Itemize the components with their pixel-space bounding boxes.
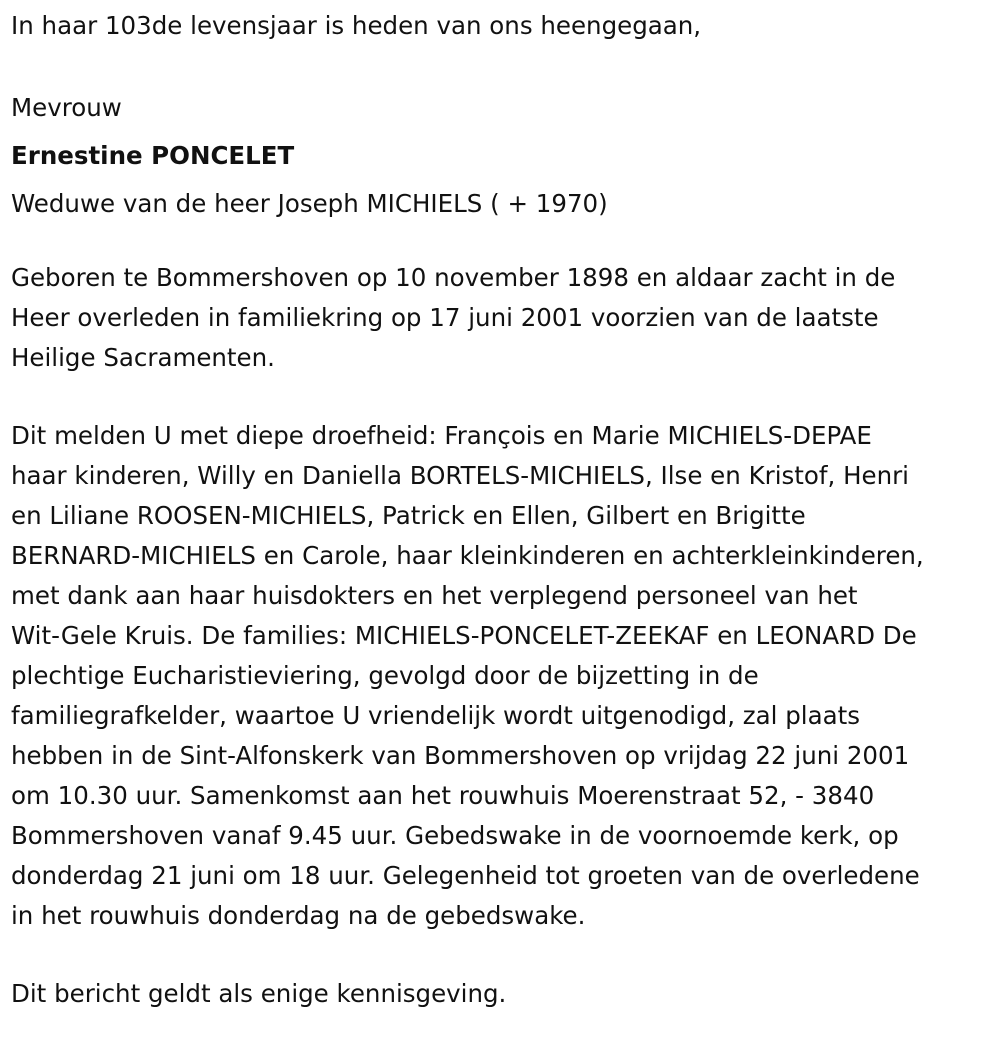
announcement-paragraph — [11, 416, 990, 936]
paragraph-line: om 10.30 uur. Samenkomst aan het rouwhuis Moerenstraat 52, - 3840 — [11, 781, 875, 810]
deceased-name: Ernestine PONCELET — [11, 141, 295, 170]
paragraph-line: met dank aan haar huisdokters en het verplegend personeel van het — [11, 581, 858, 610]
paragraph-line: in het rouwhuis donderdag na de gebedswake. — [11, 901, 586, 930]
birth-death-paragraph — [11, 258, 990, 378]
paragraph-line: BERNARD-MICHIELS en Carole, haar kleinkinderen en achterkleinkinderen, — [11, 541, 924, 570]
paragraph-line: Dit melden U met diepe droefheid: François en Marie MICHIELS-DEPAE — [11, 421, 872, 450]
paragraph-line: haar kinderen, Willy en Daniella BORTELS-MICHIELS, Ilse en Kristof, Henri — [11, 461, 909, 490]
paragraph-line: Wit-Gele Kruis. De families: MICHIELS-PONCELET-ZEEKAF en LEONARD De — [11, 621, 917, 650]
paragraph-line: en Liliane ROOSEN-MICHIELS, Patrick en Ellen, Gilbert en Brigitte — [11, 501, 806, 530]
paragraph-line: familiegrafkelder, waartoe U vriendelijk wordt uitgenodigd, zal plaats — [11, 701, 861, 730]
paragraph-line: Heer overleden in familiekring op 17 juni 2001 voorzien van de laatste — [11, 303, 879, 332]
paragraph-line: donderdag 21 juni om 18 uur. Gelegenheid tot groeten van de overledene — [11, 861, 920, 890]
paragraph-line: plechtige Eucharistieviering, gevolgd door de bijzetting in de — [11, 661, 759, 690]
paragraph-line: Bommershoven vanaf 9.45 uur. Gebedswake in de voornoemde kerk, op — [11, 821, 899, 850]
intro-text: In haar 103de levensjaar is heden van ons heengegaan, — [11, 11, 702, 40]
closing-text: Dit bericht geldt als enige kennisgeving. — [11, 979, 507, 1008]
paragraph-line: Geboren te Bommershoven op 10 november 1898 en aldaar zacht in de — [11, 263, 896, 292]
paragraph-line: hebben in de Sint-Alfonskerk van Bommershoven op vrijdag 22 juni 2001 — [11, 741, 910, 770]
spouse-line: Weduwe van de heer Joseph MICHIELS ( + 1970) — [11, 189, 608, 218]
paragraph-line: Heilige Sacramenten. — [11, 343, 275, 372]
honorific-title: Mevrouw — [11, 93, 122, 122]
